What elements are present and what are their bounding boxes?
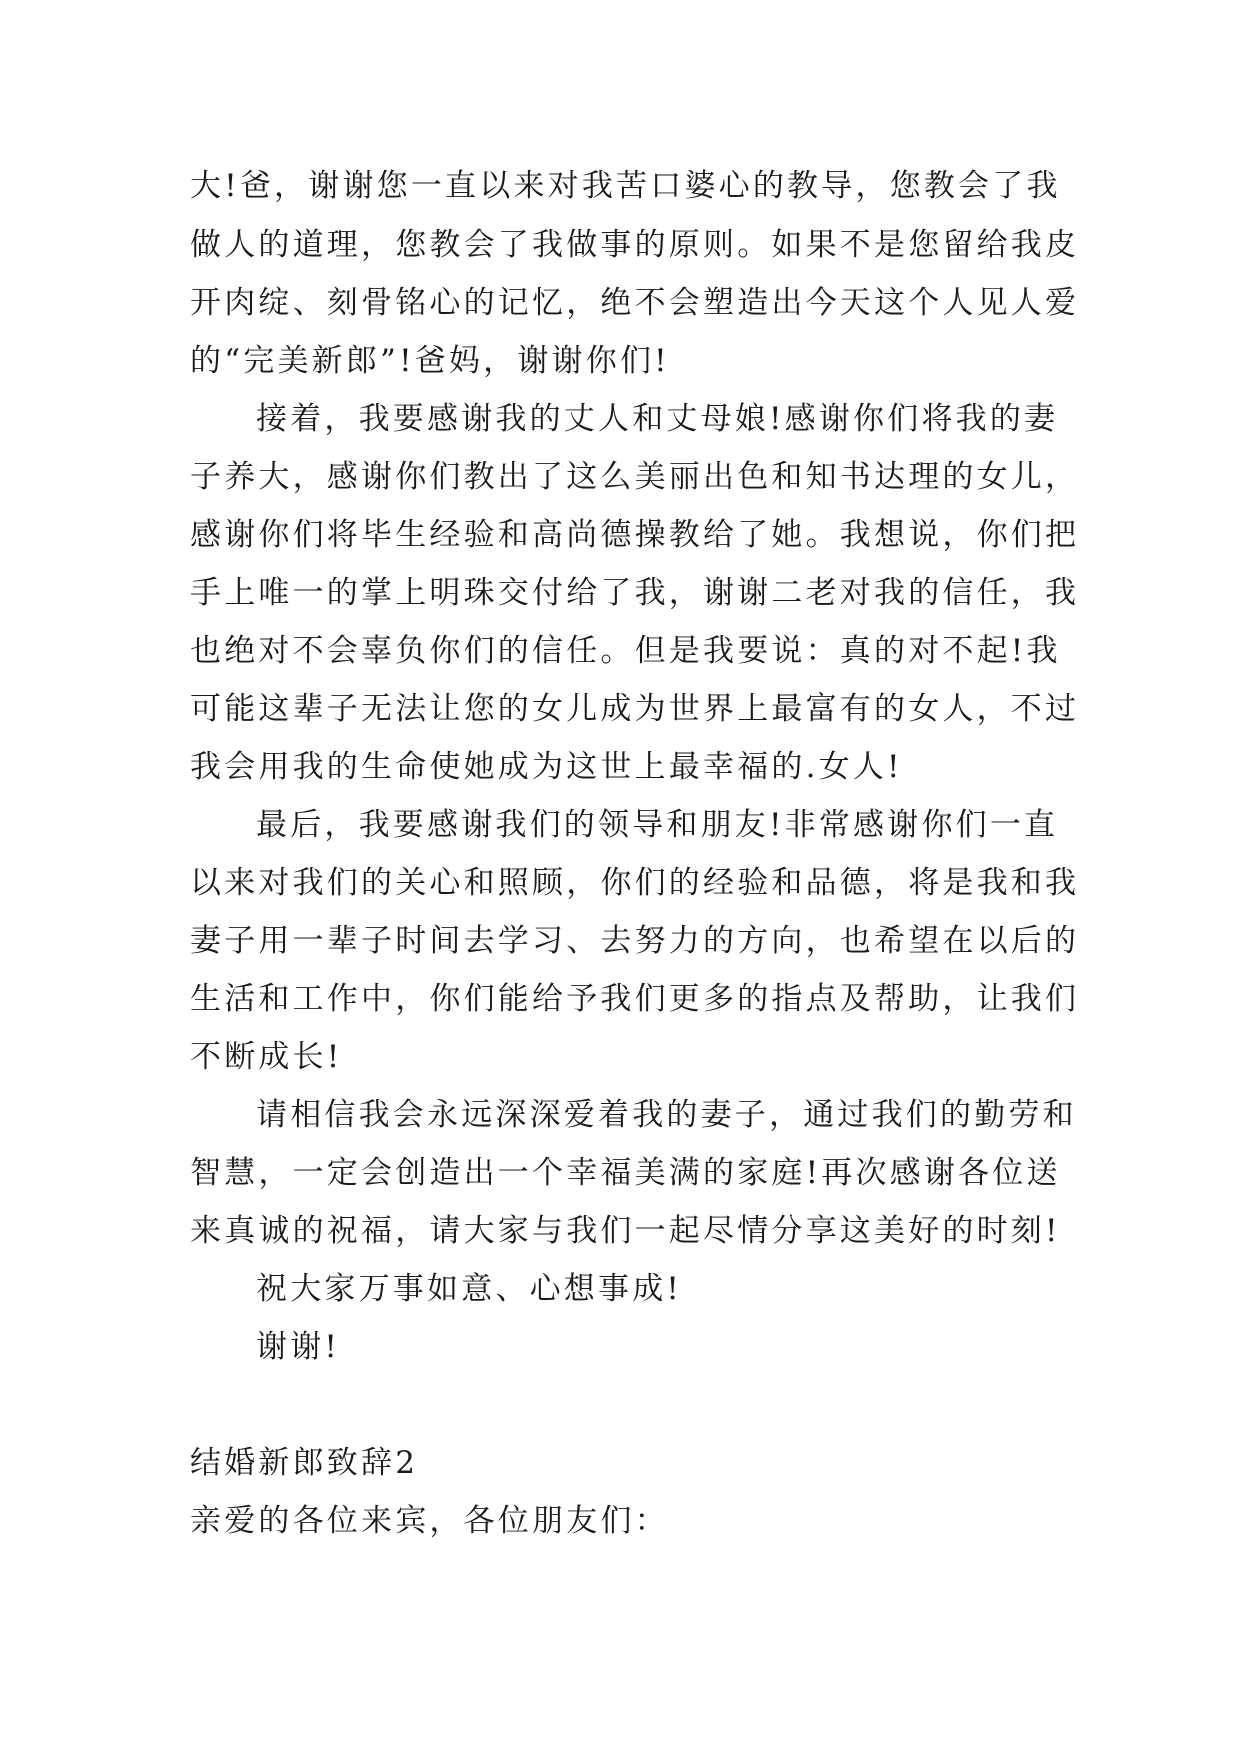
text-line: 也绝对不会辜负你们的信任。但是我要说：真的对不起!我 — [190, 633, 1061, 669]
paragraph-start-line: 祝大家万事如意、心想事成! — [256, 1271, 683, 1307]
paragraph-start-line: 谢谢! — [256, 1329, 341, 1365]
text-line: 开肉绽、刻骨铭心的记忆，绝不会塑造出今天这个人见人爱 — [190, 285, 1080, 321]
paragraph-start-line: 请相信我会永远深深爱着我的妻子，通过我们的勤劳和 — [256, 1097, 1077, 1133]
paragraph-start-line: 接着，我要感谢我的丈人和丈母娘!感谢你们将我的妻 — [256, 401, 1059, 437]
text-line: 我会用我的生命使她成为这世上最幸福的.女人! — [190, 749, 903, 785]
salutation-line: 亲爱的各位来宾，各位朋友们： — [190, 1503, 669, 1539]
text-line: 手上唯一的掌上明珠交付给了我，谢谢二老对我的信任，我 — [190, 575, 1080, 611]
paragraph-start-line: 最后，我要感谢我们的领导和朋友!非常感谢你们一直 — [256, 807, 1059, 843]
text-line: 感谢你们将毕生经验和高尚德操教给了她。我想说，你们把 — [190, 517, 1080, 553]
text-line: 生活和工作中，你们能给予我们更多的指点及帮助，让我们 — [190, 981, 1080, 1017]
text-line: 智慧，一定会创造出一个幸福美满的家庭!再次感谢各位送 — [190, 1155, 1061, 1191]
text-line: 以来对我们的关心和照顾，你们的经验和品德，将是我和我 — [190, 865, 1080, 901]
text-line: 大!爸，谢谢您一直以来对我苦口婆心的教导，您教会了我 — [190, 168, 1061, 204]
text-line: 做人的道理，您教会了我做事的原则。如果不是您留给我皮 — [190, 227, 1080, 263]
text-line: 子养大，感谢你们教出了这么美丽出色和知书达理的女儿， — [190, 459, 1080, 495]
text-line: 妻子用一辈子时间去学习、去努力的方向，也希望在以后的 — [190, 923, 1080, 959]
text-line: 不断成长! — [190, 1039, 343, 1075]
section-title: 结婚新郎致辞2 — [190, 1445, 419, 1481]
text-line: 的“完美新郎”!爸妈，谢谢你们! — [190, 343, 670, 379]
text-line: 来真诚的祝福，请大家与我们一起尽情分享这美好的时刻! — [190, 1213, 1061, 1249]
text-line: 可能这辈子无法让您的女儿成为世界上最富有的女人，不过 — [190, 691, 1080, 727]
